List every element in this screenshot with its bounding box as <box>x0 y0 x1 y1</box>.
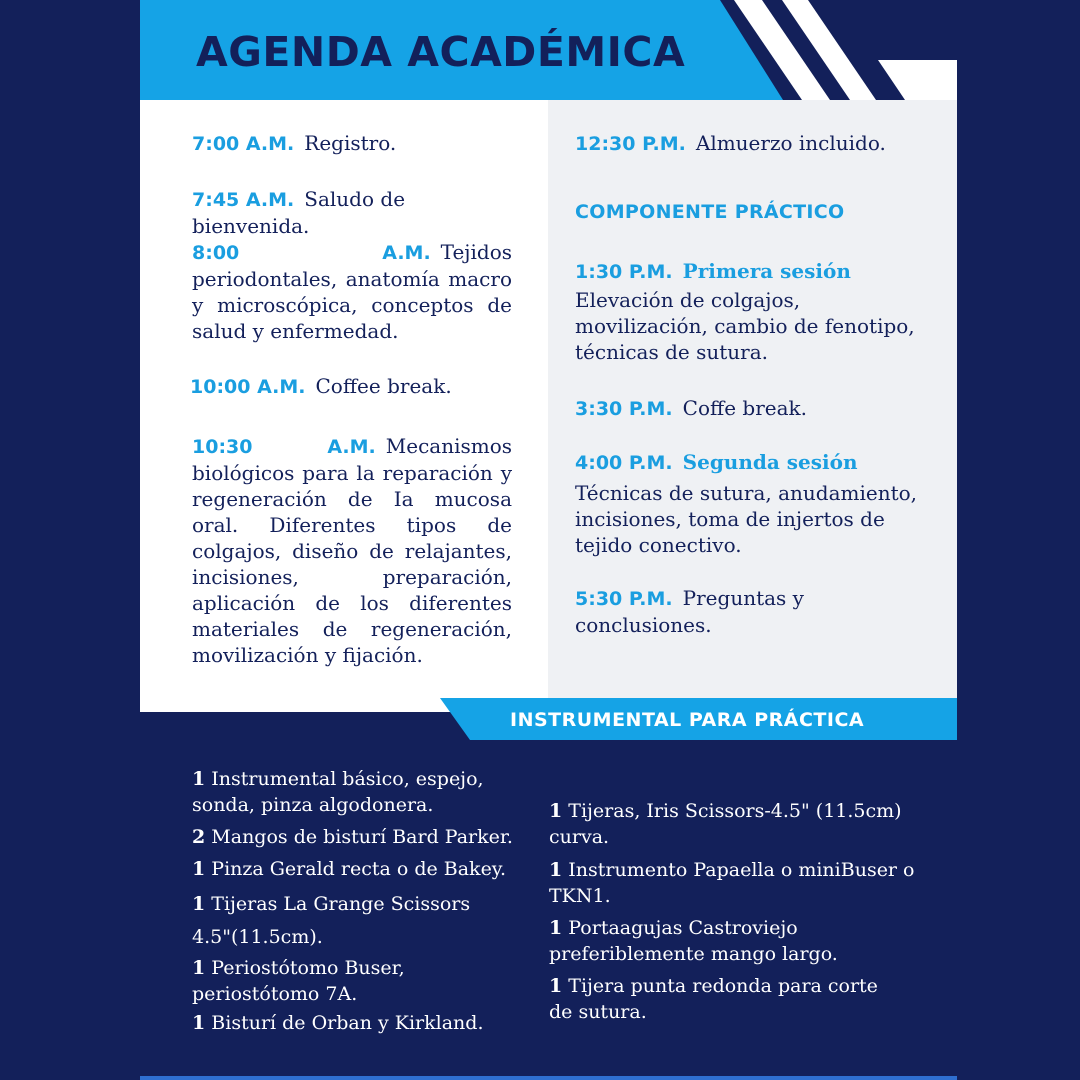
agenda-time: 10:30 A.M. <box>192 436 376 458</box>
bottom-accent-line <box>140 1076 957 1080</box>
instrument-qty: 1 <box>549 800 563 822</box>
instrument-item <box>192 888 497 954</box>
instrument-qty: 1 <box>549 917 563 939</box>
instrumental-title: INSTRUMENTAL PARA PRÁCTICA <box>510 709 865 731</box>
instrument-qty: 1 <box>549 975 563 997</box>
instrument-qty: 1 <box>549 859 563 881</box>
agenda-session-text: Técnicas de sutura, anudamiento, incisiones, toma de injertos de tejido conectivo. <box>575 481 918 557</box>
agenda-text: Saludo de bienvenida. <box>192 187 406 238</box>
instrument-text: Portaagujas Castroviejo preferiblemente mango largo. <box>549 917 838 965</box>
agenda-time: 12:30 P.M. <box>575 133 686 155</box>
left-side-band <box>0 0 140 1080</box>
instrument-text: Instrumental básico, espejo, sonda, pinza algodonera. <box>192 768 484 816</box>
agenda-text: Mecanismos biológicos para la reparación y regeneración de Ia mucosa oral. Diferentes tipos de colgajos, diseño de relajantes, incisiones, preparación, aplicación de los diferentes materiales de regeneración, movilización y fijación. <box>192 434 512 667</box>
instrument-text: Tijera punta redonda para corte de sutura. <box>549 975 878 1023</box>
agenda-session-heading <box>575 449 925 476</box>
agenda-item <box>192 130 512 157</box>
agenda-item <box>575 585 865 638</box>
instrument-item <box>549 973 899 1025</box>
section-title-practical: COMPONENTE PRÁCTICO <box>575 201 845 223</box>
instrument-item <box>549 857 919 909</box>
session-label: Primera sesión <box>682 259 851 283</box>
instrument-qty: 1 <box>192 893 206 915</box>
agenda-time: 10:00 A.M. <box>190 376 306 398</box>
instrument-qty: 1 <box>192 768 206 790</box>
agenda-item <box>192 186 517 239</box>
agenda-text: Almuerzo incluido. <box>695 131 886 155</box>
agenda-item <box>192 433 512 668</box>
instrument-text: Mangos de bisturí Bard Parker. <box>211 826 513 848</box>
agenda-text: Coffe break. <box>682 396 808 420</box>
instrument-qty: 1 <box>192 858 206 880</box>
agenda-text: Coffee break. <box>315 374 452 398</box>
agenda-item <box>190 373 515 400</box>
session-label: Segunda sesión <box>682 450 858 474</box>
agenda-text: Preguntas y conclusiones. <box>575 586 804 637</box>
instrument-item <box>192 856 537 882</box>
agenda-item <box>575 130 925 157</box>
agenda-time: 8:00 A.M. <box>192 242 431 264</box>
agenda-item <box>192 239 512 344</box>
instrument-item <box>192 1010 537 1036</box>
instrument-text: Instrumento Papaella o miniBuser o TKN1. <box>549 859 915 907</box>
agenda-time: 5:30 P.M. <box>575 588 673 610</box>
agenda-text: Registro. <box>304 131 397 155</box>
agenda-time: 4:00 P.M. <box>575 452 673 474</box>
instrument-text: Bisturí de Orban y Kirkland. <box>211 1012 484 1034</box>
agenda-session-heading <box>575 258 925 285</box>
agenda-time: 7:45 A.M. <box>192 189 295 211</box>
instrument-text: Periostótomo Buser, periostótomo 7A. <box>192 957 405 1005</box>
agenda-time: 1:30 P.M. <box>575 261 673 283</box>
instrument-item <box>549 798 914 850</box>
instrument-item <box>192 824 537 850</box>
instrument-item <box>192 955 512 1007</box>
instrument-text: Tijeras, Iris Scissors-4.5" (11.5cm) curva. <box>549 800 902 848</box>
agenda-time: 3:30 P.M. <box>575 398 673 420</box>
agenda-session-text: Elevación de colgajos, movilización, cambio de fenotipo, técnicas de sutura. <box>575 288 915 364</box>
page-title: AGENDA ACADÉMICA <box>196 28 686 76</box>
agenda-item <box>575 395 925 422</box>
instrument-qty: 1 <box>192 1012 206 1034</box>
instrument-qty: 2 <box>192 826 206 848</box>
right-side-band <box>957 0 1080 1080</box>
instrument-item <box>192 766 512 818</box>
instrument-text: Pinza Gerald recta o de Bakey. <box>211 858 507 880</box>
instrument-qty: 1 <box>192 957 206 979</box>
agenda-text: Tejidos periodontales, anatomía macro y microscópica, conceptos de salud y enfermedad. <box>192 240 512 343</box>
instrument-item <box>549 915 894 967</box>
instrument-text: Tijeras La Grange Scissors 4.5"(11.5cm). <box>192 893 471 948</box>
agenda-time: 7:00 A.M. <box>192 133 295 155</box>
